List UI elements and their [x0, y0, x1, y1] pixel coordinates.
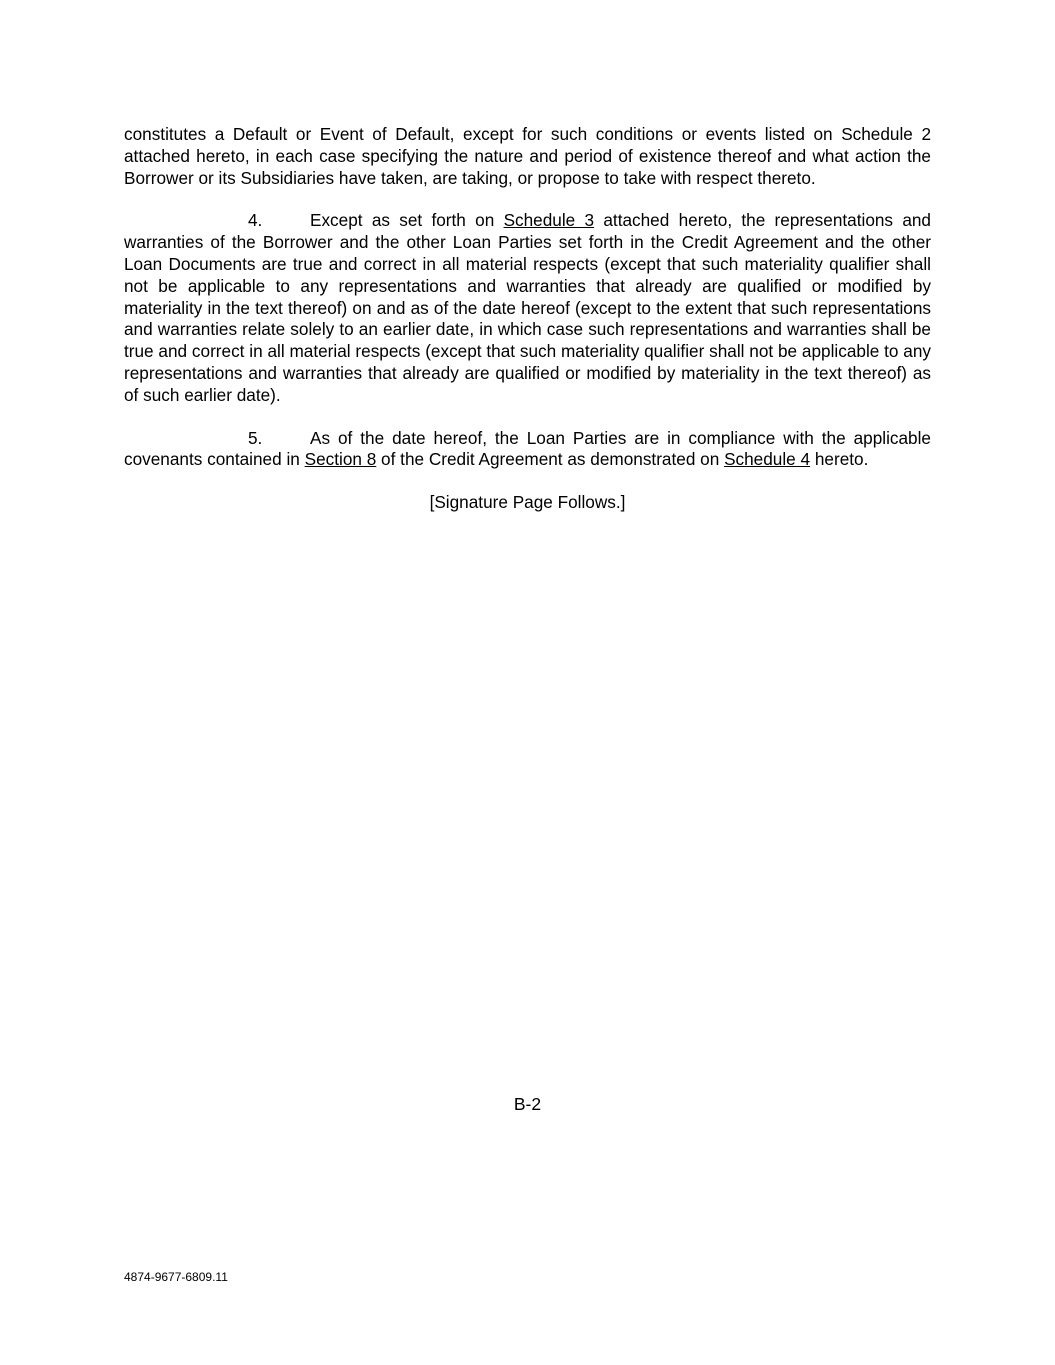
paragraph-4-text-part1: Except as set forth on: [310, 210, 504, 231]
document-body: [124, 124, 931, 531]
schedule-4-reference: Schedule 4: [724, 449, 811, 470]
page-number: B-2: [513, 1094, 542, 1114]
document-id: 4874-9677-6809.11: [124, 1270, 228, 1284]
signature-page-note: [Signature Page Follows.]: [429, 492, 626, 513]
paragraph-5: [124, 428, 931, 472]
paragraph-4-text-part2: attached hereto, the representations and warranties of the Borrower and the other Loan Parties set forth in the Credit Agreement and the other Loan Documents are true and correct in all material respects (except that such materiality qualifier shall not be applicable to any representations and warranties that already are qualified or modified by materiality in the text thereof) on and as of the date hereof (except to the extent that such representations and warranties relate solely to an earlier date, in which case such representations and warranties shall be true and correct in all material respects (except that such materiality qualifier shall not be applicable to any representations and warranties that already are qualified or modified by materiality in the text thereof) as of such earlier date).: [124, 210, 931, 405]
paragraph-continued: [124, 124, 931, 189]
paragraph-5-text-part1: As of the date hereof, the Loan Parties are in compliance with the applicable covenants contained in: [124, 427, 931, 470]
section-8-reference: Section 8: [304, 449, 377, 470]
paragraph-5-number: 5.: [248, 427, 263, 448]
paragraph-4-number: 4.: [248, 210, 263, 231]
paragraph-5-text-part3: hereto.: [810, 449, 869, 470]
schedule-3-reference: Schedule 3: [503, 210, 595, 231]
paragraph-5-text-part2: of the Credit Agreement as demonstrated on: [376, 449, 725, 470]
paragraph-continued-text: constitutes a Default or Event of Default, except for such conditions or events listed on Schedule 2 attached hereto, in each case specifying the nature and period of existence thereof and what action the Borrower or its Subsidiaries have taken, are taking, or propose to take with respect thereto.: [124, 124, 931, 188]
paragraph-4: [124, 210, 931, 406]
